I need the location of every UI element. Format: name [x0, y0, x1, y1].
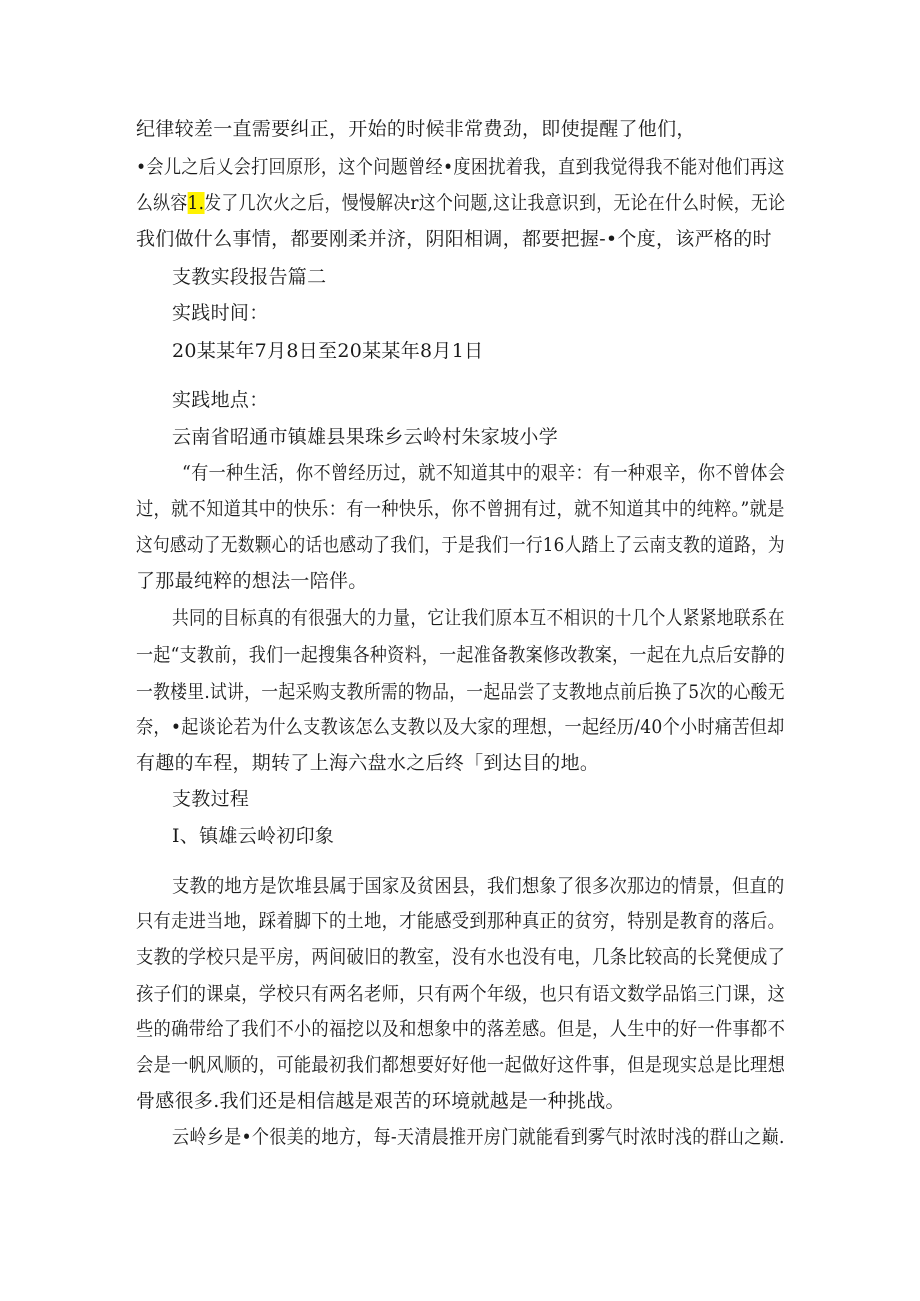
paragraph-line: 支教的学校只是平房，两间破旧的教室，没有水也没有电，几条比较高的长凳便成了: [136, 946, 786, 968]
paragraph-line: 一教楼里.试讲，一起采购支教所需的物品，一起品尝了支教地点前后换了5次的心酸无: [136, 681, 785, 703]
highlighted-text: 1.: [187, 192, 205, 214]
field-label: 实践时间：: [172, 302, 269, 324]
subsection-heading: I、镇雄云岭初印象: [172, 825, 335, 847]
paragraph-line: 纪律较差一直需要纠正，开始的时候非常费劲，即使提醒了他们，: [136, 118, 696, 140]
paragraph-line: 孩子们的课桌，学校只有两名老师，只有两个年级，也只有语文数学品馅三门课，这: [136, 983, 786, 1005]
paragraph-line: 过，就不知道其中的快乐：有一种快乐，你不曾拥有过，就不知道其中的纯粹。”就是: [136, 498, 785, 520]
paragraph-line: 些的确带给了我们不小的福挖以及和想象中的落差感。但是，人生中的好一件事都不: [136, 1018, 786, 1040]
paragraph-line: 会是一帆风顺的，可能最初我们都想要好好他一起做好这件事，但是现实总是比理想: [136, 1054, 786, 1076]
paragraph-line: •会儿之后乂会打回原形，这个问题曾经•度困扰着我，直到我觉得我不能对他们再这: [136, 156, 785, 178]
paragraph-line: 奈，•起谈论若为什么支教该怎么支教以及大家的理想，一起经历/40个小时痛苦但却: [136, 716, 785, 738]
paragraph-line: 只有走进当地，踩着脚下的土地，才能感受到那种真正的贫穷，特别是教育的落后。: [136, 910, 786, 932]
paragraph-line: 这句感动了无数颗心的话也感动了我们，于是我们一行16人踏上了云南支教的道路，为: [136, 534, 785, 556]
section-heading: 支教实段报告篇二: [172, 266, 327, 288]
line-text: 么纵容: [136, 192, 188, 214]
paragraph-line: 有趣的车程，期转了上海六盘水之后终「到达目的地。: [136, 752, 600, 774]
paragraph-line: 共同的目标真的有很强大的力量，它让我们原本互不相识的十几个人紧紧地联系在: [172, 607, 785, 629]
paragraph-line: 骨感很多.我们还是相信越是艰苦的环境就越是一种挑战。: [136, 1090, 625, 1112]
field-label: 实践地点：: [172, 389, 269, 411]
section-heading: 支教过程: [172, 788, 250, 810]
field-value: 云南省昭通市镇雄县果珠乡云岭村朱家坡小学: [172, 426, 559, 448]
field-value: 20某某年7月8日至20某某年8月1日: [172, 340, 484, 362]
paragraph-line: “有一种生活，你不曾经历过，就不知道其中的艰辛：有一种艰辛，你不曾体会: [182, 462, 786, 484]
paragraph-line: 支教的地方是饮堆县属于国家及贫困县，我们想象了很多次那边的情景，但直的: [172, 875, 785, 897]
paragraph-line: [136, 191, 785, 215]
paragraph-line: 了那最纯粹的想法一陪伴。: [136, 570, 368, 592]
line-text: 发了几次火之后，慢慢解决r这个问题,这让我意识到，无论在什么时候，无论: [204, 192, 786, 214]
paragraph-line: 一起“支教前，我们一起搜集各种资料，一起准备教案修改教案，一起在九点后安静的: [136, 644, 786, 666]
paragraph-line: 云岭乡是•个很美的地方，每-天清晨推开房门就能看到雾气时浓时浅的群山之巅.: [172, 1126, 785, 1148]
paragraph-line: 我们做什么事情，都要刚柔并济，阴阳相调，都要把握-•个度，该严格的时: [136, 228, 772, 250]
